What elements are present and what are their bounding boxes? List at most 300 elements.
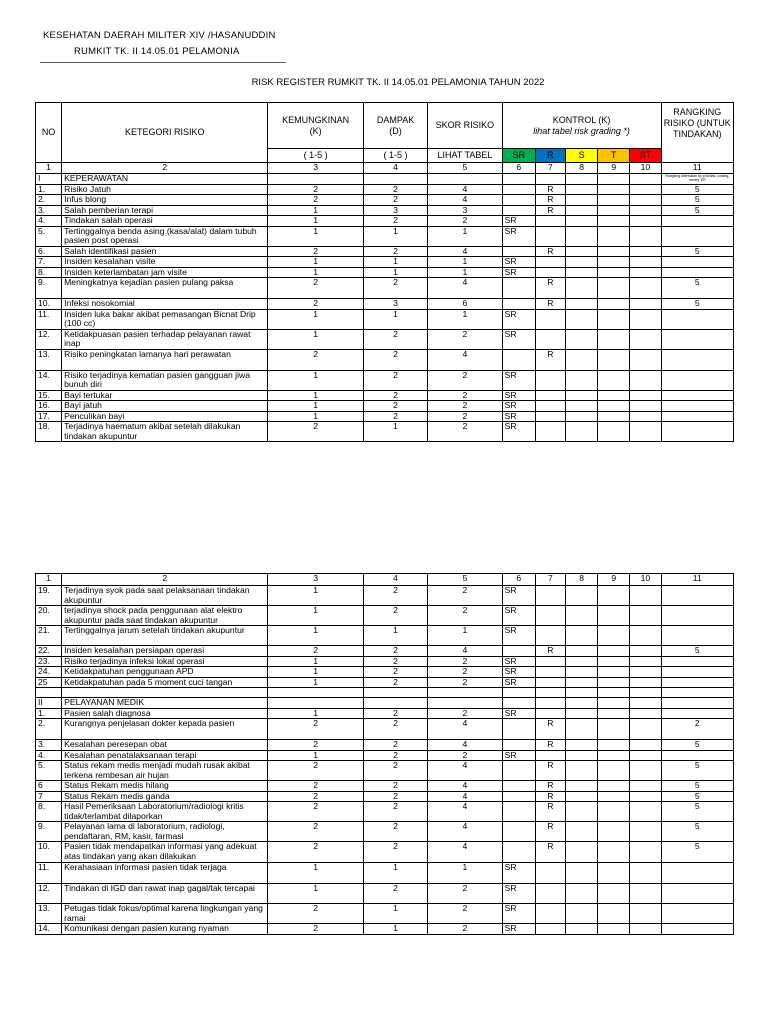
row-control-r [535, 924, 565, 935]
row-risk-name: Terjadinya syok pada saat pelaksanaan tindakan akupuntur [62, 586, 268, 606]
row-control-s [566, 329, 598, 349]
table-row [36, 195, 734, 206]
row-kemungkinan: 1 [268, 216, 364, 227]
row-control-s [566, 309, 598, 329]
row-control-st [630, 205, 661, 216]
row-control-s [566, 216, 598, 227]
row-kemungkinan: 2 [268, 802, 364, 822]
row-control-s [566, 750, 598, 761]
row-control-t [598, 216, 630, 227]
row-risk-name: Salah pemberian terapi [62, 205, 268, 216]
row-rangking: 5 [661, 205, 733, 216]
row-rangking [661, 863, 733, 884]
col-header-kategori: KETEGORI RISIKO [62, 103, 268, 163]
col-header-no: NO [36, 103, 62, 163]
row-control-t [598, 329, 630, 349]
row-kemungkinan: 2 [268, 822, 364, 842]
row-control-t [598, 781, 630, 792]
row-control-sr [502, 781, 535, 792]
row-rangking [661, 411, 733, 422]
row-control-r: R [535, 842, 565, 863]
row-skor: 4 [428, 791, 502, 802]
row-rangking [661, 267, 733, 278]
row-control-r [535, 677, 565, 688]
row-dampak: 2 [363, 884, 427, 904]
row-risk-name: Risiko terjadinya infeksi lokal operasi [62, 656, 268, 667]
row-rangking: 5 [661, 184, 733, 195]
row-risk-name: Pasien salah diagnosa [62, 708, 268, 719]
row-dampak: 3 [363, 299, 427, 310]
row-skor: 4 [428, 842, 502, 863]
table-row [36, 226, 734, 246]
row-no: 3. [36, 740, 62, 751]
row-no: 10. [36, 842, 62, 863]
table-row [36, 904, 734, 924]
row-dampak: 2 [363, 370, 427, 390]
row-rangking: 5 [661, 842, 733, 863]
row-kemungkinan: 1 [268, 708, 364, 719]
row-control-s [566, 698, 598, 709]
row-risk-name: Insiden keterlambatan jam visite [62, 267, 268, 278]
row-control-st [630, 822, 661, 842]
row-no: 19. [36, 586, 62, 606]
row-control-st [630, 842, 661, 863]
row-no: 14. [36, 924, 62, 935]
row-control-t [598, 586, 630, 606]
row-kemungkinan: 1 [268, 606, 364, 626]
table-row [36, 299, 734, 310]
row-control-s [566, 246, 598, 257]
row-skor: 2 [428, 411, 502, 422]
row-control-t [598, 802, 630, 822]
row-dampak: 2 [363, 822, 427, 842]
row-no: 6. [36, 246, 62, 257]
risk-register-table-1 [35, 102, 734, 442]
row-control-s [566, 278, 598, 299]
col-header-skor: SKOR RISIKO [428, 103, 502, 149]
row-rangking: 5 [661, 781, 733, 792]
row-dampak: 2 [363, 677, 427, 688]
row-rangking [661, 401, 733, 412]
row-risk-name: Salah identifikasi pasien [62, 246, 268, 257]
table-row [36, 184, 734, 195]
row-dampak: 2 [363, 349, 427, 370]
row-control-s [566, 667, 598, 678]
row-skor: 4 [428, 761, 502, 781]
row-no: 9. [36, 278, 62, 299]
table-row [36, 174, 734, 185]
row-no: 17. [36, 411, 62, 422]
row-risk-name: terjadinya shock pada penggunaan alat elektro akupuntur pada saat tindakan akupuntur [62, 606, 268, 626]
table-row [36, 309, 734, 329]
row-risk-name: KEPERAWATAN [62, 174, 268, 185]
row-control-s [566, 646, 598, 657]
row-kemungkinan: 2 [268, 761, 364, 781]
colnum: 11 [661, 163, 733, 174]
row-skor: 4 [428, 781, 502, 792]
row-control-t [598, 626, 630, 646]
row-rangking: 2 [661, 719, 733, 740]
row-risk-name: Ketidakpatuhan penggunaan APD [62, 667, 268, 678]
row-control-r: R [535, 781, 565, 792]
colnum: 4 [363, 574, 427, 586]
row-risk-name: Insiden kesalahan visite [62, 257, 268, 268]
row-control-t [598, 401, 630, 412]
row-control-s [566, 184, 598, 195]
row-kemungkinan: 1 [268, 309, 364, 329]
row-dampak: 1 [363, 257, 427, 268]
row-dampak: 2 [363, 656, 427, 667]
row-risk-name: Kerahasiaan informasi pasien tidak terjaga [62, 863, 268, 884]
row-rangking [661, 626, 733, 646]
row-skor: 4 [428, 184, 502, 195]
row-control-r: R [535, 246, 565, 257]
row-risk-name: Tindakan salah operasi [62, 216, 268, 227]
row-rangking: 5 [661, 822, 733, 842]
row-control-sr [502, 791, 535, 802]
table-row [36, 586, 734, 606]
row-risk-name: Status Rekam medis hilang [62, 781, 268, 792]
row-rangking [661, 606, 733, 626]
colnum: 7 [535, 163, 565, 174]
row-risk-name: Terjadinya haematum akibat setelah dilakukan tindakan akupuntur [62, 422, 268, 442]
row-control-sr [502, 688, 535, 698]
row-control-t [598, 278, 630, 299]
row-control-s [566, 924, 598, 935]
row-rangking [661, 309, 733, 329]
row-risk-name: Status Rekam medis ganda [62, 791, 268, 802]
row-control-t [598, 422, 630, 442]
row-dampak: 2 [363, 708, 427, 719]
row-control-sr: SR [502, 750, 535, 761]
row-control-st [630, 586, 661, 606]
row-risk-name: Insiden luka bakar akibat pemasangan Bicnat Drip (100 cc) [62, 309, 268, 329]
row-no: I [36, 174, 62, 185]
row-skor: 4 [428, 822, 502, 842]
row-skor: 1 [428, 626, 502, 646]
row-risk-name: Infeksi nosokomial [62, 299, 268, 310]
grade-sr: SR [502, 149, 535, 163]
colnum: 10 [630, 574, 661, 586]
row-risk-name: Tertinggalnya jarum setelah tindakan akupuntur [62, 626, 268, 646]
row-control-t [598, 205, 630, 216]
row-control-r [535, 329, 565, 349]
row-dampak [363, 174, 427, 185]
row-control-r [535, 656, 565, 667]
row-skor: 2 [428, 656, 502, 667]
row-dampak: 3 [363, 205, 427, 216]
grade-r: R [535, 149, 565, 163]
row-rangking [661, 884, 733, 904]
row-control-sr: SR [502, 606, 535, 626]
row-control-r [535, 606, 565, 626]
row-control-s [566, 822, 598, 842]
row-control-r [535, 750, 565, 761]
row-control-sr: SR [502, 216, 535, 227]
table-row [36, 278, 734, 299]
row-control-r [535, 904, 565, 924]
table-row [36, 349, 734, 370]
table-row [36, 842, 734, 863]
row-kemungkinan: 1 [268, 884, 364, 904]
table-row [36, 791, 734, 802]
table-row [36, 708, 734, 719]
row-skor: 2 [428, 667, 502, 678]
table-row [36, 411, 734, 422]
row-control-r [535, 708, 565, 719]
row-skor: 4 [428, 349, 502, 370]
row-no: 22. [36, 646, 62, 657]
table-row [36, 257, 734, 268]
row-control-sr [502, 698, 535, 709]
row-no: 1. [36, 184, 62, 195]
row-rangking [661, 216, 733, 227]
row-control-sr [502, 761, 535, 781]
row-control-t [598, 174, 630, 185]
row-no: 9. [36, 822, 62, 842]
colnum: 4 [363, 163, 427, 174]
table-row [36, 246, 734, 257]
row-control-sr: SR [502, 677, 535, 688]
row-no: 4. [36, 750, 62, 761]
row-control-sr [502, 184, 535, 195]
row-control-r: R [535, 802, 565, 822]
row-control-r: R [535, 205, 565, 216]
row-skor: 1 [428, 863, 502, 884]
row-no: 13. [36, 349, 62, 370]
row-control-r [535, 309, 565, 329]
row-control-s [566, 761, 598, 781]
row-control-sr: SR [502, 904, 535, 924]
row-rangking: 5 [661, 761, 733, 781]
row-control-t [598, 698, 630, 709]
row-control-sr [502, 842, 535, 863]
col-header-dampak: DAMPAK (D) [363, 103, 427, 149]
row-risk-name: Ketidakpatuhan pada 5 moment cuci tangan [62, 677, 268, 688]
row-control-r [535, 422, 565, 442]
row-control-sr [502, 174, 535, 185]
row-control-t [598, 257, 630, 268]
table-row [36, 401, 734, 412]
table-row [36, 822, 734, 842]
header-divider [40, 62, 286, 63]
row-dampak: 2 [363, 750, 427, 761]
row-no: 7 [36, 791, 62, 802]
row-control-st [630, 791, 661, 802]
row-risk-name [62, 688, 268, 698]
table-row [36, 646, 734, 657]
row-skor: 2 [428, 884, 502, 904]
row-control-st [630, 278, 661, 299]
row-control-t [598, 719, 630, 740]
row-control-t [598, 761, 630, 781]
row-control-sr: SR [502, 226, 535, 246]
row-control-r: R [535, 195, 565, 206]
row-control-t [598, 822, 630, 842]
row-no: 24. [36, 667, 62, 678]
row-kemungkinan [268, 174, 364, 185]
table-row [36, 677, 734, 688]
row-kemungkinan: 2 [268, 184, 364, 195]
row-kemungkinan: 2 [268, 246, 364, 257]
row-skor: 2 [428, 390, 502, 401]
row-dampak: 2 [363, 646, 427, 657]
row-risk-name: PELAYANAN MEDIK [62, 698, 268, 709]
row-control-st [630, 216, 661, 227]
row-skor: 2 [428, 401, 502, 412]
row-control-st [630, 411, 661, 422]
row-control-t [598, 688, 630, 698]
row-skor: 3 [428, 205, 502, 216]
row-control-s [566, 606, 598, 626]
row-rangking [661, 586, 733, 606]
table-row [36, 216, 734, 227]
row-control-st [630, 667, 661, 678]
row-control-r: R [535, 822, 565, 842]
row-kemungkinan: 2 [268, 740, 364, 751]
colnum: 8 [566, 163, 598, 174]
row-no: 20. [36, 606, 62, 626]
row-control-t [598, 884, 630, 904]
row-dampak: 2 [363, 329, 427, 349]
row-control-r: R [535, 740, 565, 751]
row-control-st [630, 422, 661, 442]
row-no: 18. [36, 422, 62, 442]
row-control-r [535, 216, 565, 227]
row-control-s [566, 719, 598, 740]
row-control-r [535, 257, 565, 268]
colnum: 7 [535, 574, 565, 586]
row-skor: 2 [428, 708, 502, 719]
row-risk-name: Bayi tertukar [62, 390, 268, 401]
row-control-sr [502, 195, 535, 206]
row-control-t [598, 195, 630, 206]
row-skor: 1 [428, 226, 502, 246]
row-no: 25 [36, 677, 62, 688]
row-rangking: 5 [661, 246, 733, 257]
kontrol-label: KONTROL (K) [552, 114, 611, 125]
row-no: 6 [36, 781, 62, 792]
row-control-st [630, 626, 661, 646]
row-control-st [630, 329, 661, 349]
table-row [36, 205, 734, 216]
row-control-st [630, 750, 661, 761]
row-kemungkinan: 2 [268, 349, 364, 370]
row-control-st [630, 390, 661, 401]
row-kemungkinan: 1 [268, 411, 364, 422]
row-kemungkinan: 1 [268, 329, 364, 349]
row-rangking: 5 [661, 802, 733, 822]
row-kemungkinan: 2 [268, 719, 364, 740]
table-row [36, 626, 734, 646]
row-control-st [630, 184, 661, 195]
row-control-sr [502, 802, 535, 822]
row-control-st [630, 606, 661, 626]
row-control-r [535, 586, 565, 606]
row-dampak: 2 [363, 586, 427, 606]
row-risk-name: Risiko peningkatan lamanya hari perawatan [62, 349, 268, 370]
table-row [36, 370, 734, 390]
row-dampak: 2 [363, 246, 427, 257]
row-dampak: 2 [363, 791, 427, 802]
column-number-row [36, 163, 734, 174]
row-no: 21. [36, 626, 62, 646]
row-control-r: R [535, 278, 565, 299]
row-control-t [598, 390, 630, 401]
row-dampak: 2 [363, 411, 427, 422]
row-control-r: R [535, 719, 565, 740]
row-control-st [630, 924, 661, 935]
colnum: 1 [36, 574, 62, 586]
row-skor: 2 [428, 422, 502, 442]
row-risk-name: Komunikasi dengan pasien kurang nyaman [62, 924, 268, 935]
row-control-st [630, 719, 661, 740]
row-no: 12. [36, 884, 62, 904]
row-control-s [566, 677, 598, 688]
row-no: 10. [36, 299, 62, 310]
row-rangking: 5 [661, 195, 733, 206]
row-control-t [598, 370, 630, 390]
row-risk-name: Pelayanan lama di laboratorium, radiologi, pendaftaran, RM, kasir, farmasi [62, 822, 268, 842]
row-control-st [630, 226, 661, 246]
row-no: 4. [36, 216, 62, 227]
table-row [36, 667, 734, 678]
row-control-s [566, 626, 598, 646]
row-rangking [661, 390, 733, 401]
row-kemungkinan: 2 [268, 278, 364, 299]
row-control-s [566, 884, 598, 904]
row-skor: 1 [428, 257, 502, 268]
header-line-1: KESEHATAN DAERAH MILITER XIV /HASANUDDIN [43, 30, 276, 41]
row-rangking [661, 698, 733, 709]
row-risk-name: Status rekam medis menjadi mudah rusak akibat terkena rembesan air hujan [62, 761, 268, 781]
row-rangking [661, 924, 733, 935]
row-kemungkinan: 1 [268, 205, 364, 216]
row-no: 5. [36, 761, 62, 781]
row-no: 12. [36, 329, 62, 349]
row-control-sr [502, 205, 535, 216]
row-control-st [630, 904, 661, 924]
header-line-2: RUMKIT TK. II 14.05.01 PELAMONIA [74, 46, 240, 57]
table-row [36, 863, 734, 884]
row-control-r [535, 863, 565, 884]
row-control-sr: SR [502, 257, 535, 268]
row-control-s [566, 299, 598, 310]
colnum: 9 [598, 163, 630, 174]
row-control-st [630, 698, 661, 709]
row-control-t [598, 226, 630, 246]
row-skor: 2 [428, 606, 502, 626]
row-no: 16. [36, 401, 62, 412]
row-dampak: 2 [363, 667, 427, 678]
table-row [36, 884, 734, 904]
row-skor: 2 [428, 904, 502, 924]
row-control-st [630, 884, 661, 904]
row-risk-name: Insiden kesalahan persiapan operasi [62, 646, 268, 657]
row-control-s [566, 586, 598, 606]
row-no: 5. [36, 226, 62, 246]
table-row [36, 924, 734, 935]
range-d: ( 1-5 ) [363, 149, 427, 163]
row-control-sr [502, 740, 535, 751]
row-no: 1. [36, 708, 62, 719]
row-rangking [661, 257, 733, 268]
col-header-rangking: RANGKING RISIKO (UNTUK TINDAKAN) [661, 103, 733, 163]
row-control-t [598, 246, 630, 257]
row-control-sr [502, 646, 535, 657]
row-kemungkinan: 1 [268, 226, 364, 246]
row-kemungkinan: 2 [268, 646, 364, 657]
